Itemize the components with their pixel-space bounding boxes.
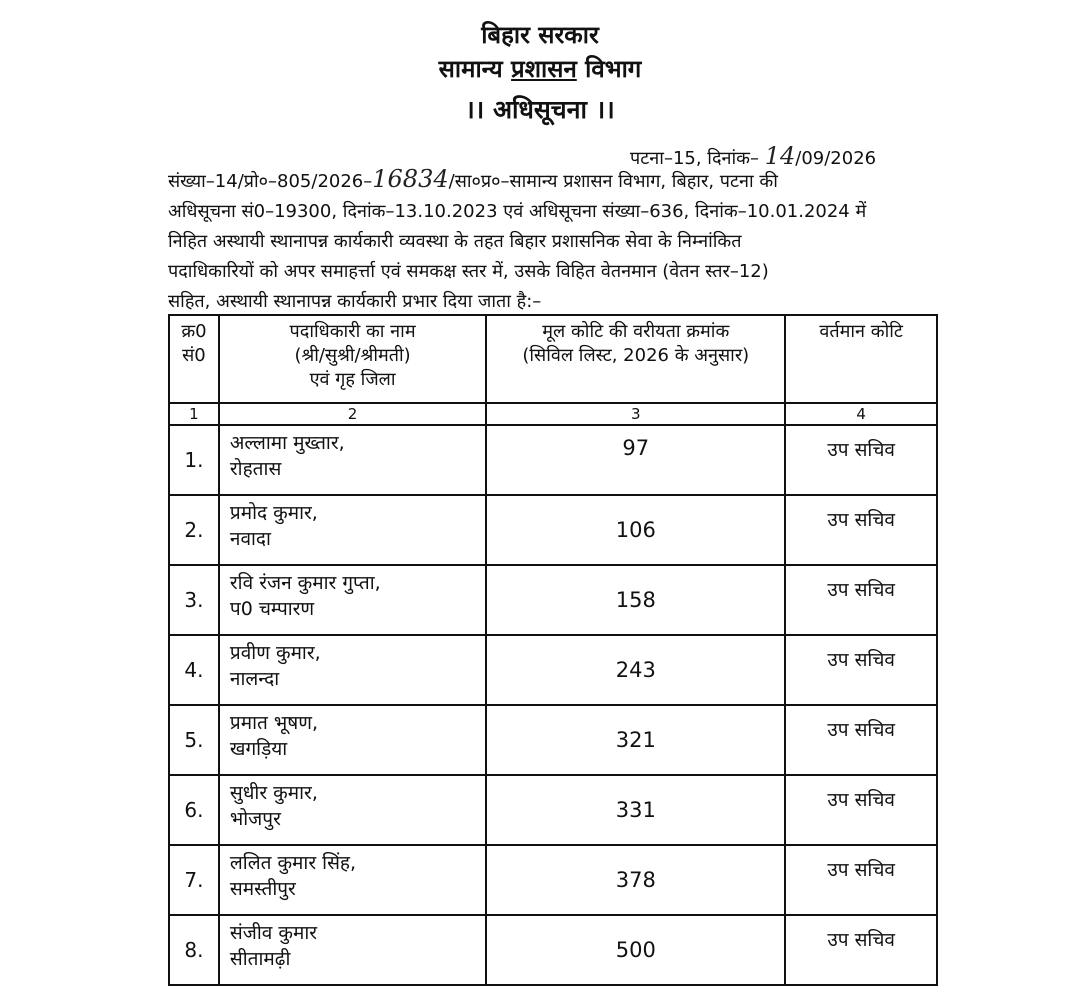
body-line-1-post: /सा०प्र०–सामान्य प्रशासन विभाग, बिहार, पटना की [448,171,778,192]
row-serial: 2. [169,495,219,565]
index-4: 4 [785,403,937,425]
table-row [169,635,937,705]
officer-name: प्रमात भूषण, [229,712,318,734]
officer-name: प्रमोद कुमार, [229,502,318,524]
home-district: रोहतास [229,458,282,480]
row-name-district [219,845,486,915]
header-serial [169,315,219,403]
table-row [169,845,937,915]
row-rank: 243 [486,635,785,705]
home-district: सीतामढ़ी [229,948,291,970]
table-index-row [169,403,937,425]
row-name-district [219,705,486,775]
body-line-1-pre: संख्या–14/प्रो०–805/2026– [168,171,373,192]
row-cadre: उप सचिव [785,915,937,985]
header-department-pre: सामान्य [438,55,512,83]
row-serial: 5. [169,705,219,775]
row-name-district [219,775,486,845]
row-name-district [219,495,486,565]
table-row [169,915,937,985]
row-rank: 378 [486,845,785,915]
row-rank: 321 [486,705,785,775]
header-government: बिहार सरकार [481,21,599,49]
row-rank: 106 [486,495,785,565]
officer-name: संजीव कुमार [229,922,318,944]
table-row [169,425,937,495]
header-serial-b: सं0 [182,345,206,366]
header-name-c: एवं गृह जिला [309,369,396,390]
row-serial: 3. [169,565,219,635]
home-district: प0 चम्पारण [229,598,315,620]
home-district: नालन्दा [229,668,280,690]
table-row [169,705,937,775]
officer-name: रवि रंजन कुमार गुप्ता, [229,572,381,594]
row-rank: 158 [486,565,785,635]
row-cadre: उप सचिव [785,705,937,775]
table-row [169,495,937,565]
officer-name: ललित कुमार सिंह, [229,852,357,874]
header-cadre: वर्तमान कोटि [785,315,937,403]
header-serial-a: क्र0 [181,321,207,342]
header-rank-a: मूल कोटि की वरीयता क्रमांक [542,321,730,342]
header-name-a: पदाधिकारी का नाम [289,321,416,342]
row-name-district [219,425,486,495]
officer-name: अल्लामा मुख्तार, [229,432,345,454]
officer-name: प्रवीण कुमार, [229,642,321,664]
handwritten-day: 14 [764,142,796,170]
table-row [169,565,937,635]
body-line-4: पदाधिकारियों को अपर समाहर्त्ता एवं समकक्ष स्तर में, उसके विहित वेतनमान (वेतन स्तर–12) [168,261,769,282]
home-district: समस्तीपुर [229,878,296,900]
header-department-underlined: प्रशासन [511,55,577,83]
body-line-3: निहित अस्थायी स्थानापन्न कार्यकारी व्यवस्था के तहत बिहार प्रशासनिक सेवा के निम्नांकित [168,231,742,252]
header-department-post: विभाग [576,55,642,83]
table-row [169,775,937,845]
row-name-district [219,915,486,985]
dateline-prefix: पटना–15, दिनांक– [630,148,765,169]
index-3: 3 [486,403,785,425]
row-rank: 500 [486,915,785,985]
handwritten-number: 16834 [372,165,449,193]
officer-name: सुधीर कुमार, [229,782,318,804]
row-rank: 97 [486,425,785,495]
header-rank [486,315,785,403]
home-district: नवादा [229,528,271,550]
dateline-suffix: /09/2026 [795,148,877,169]
index-1: 1 [169,403,219,425]
row-serial: 6. [169,775,219,845]
home-district: भोजपुर [229,808,281,830]
notification-body [168,164,976,317]
row-serial: 4. [169,635,219,705]
officers-table [168,314,938,986]
home-district: खगड़िया [229,738,288,760]
row-cadre: उप सचिव [785,845,937,915]
row-cadre: उप सचिव [785,495,937,565]
header-name-b: (श्री/सुश्री/श्रीमती) [294,345,411,366]
header-department [0,52,1080,85]
row-serial: 7. [169,845,219,915]
body-line-2: अधिसूचना सं0–19300, दिनांक–13.10.2023 एवं अधिसूचना संख्या–636, दिनांक–10.01.2024 में [168,201,867,222]
index-2: 2 [219,403,486,425]
header-name [219,315,486,403]
row-cadre: उप सचिव [785,565,937,635]
row-cadre: उप सचिव [785,775,937,845]
row-name-district [219,635,486,705]
row-rank: 331 [486,775,785,845]
table-header-row [169,315,937,403]
row-cadre: उप सचिव [785,635,937,705]
row-serial: 8. [169,915,219,985]
row-name-district [219,565,486,635]
body-line-5: सहित, अस्थायी स्थानापन्न कार्यकारी प्रभार दिया जाता है:– [168,291,542,312]
row-serial: 1. [169,425,219,495]
header-notification: ।। अधिसूचना ।। [465,95,615,124]
row-cadre: उप सचिव [785,425,937,495]
body-line-1 [168,164,976,197]
header-rank-b: (सिविल लिस्ट, 2026 के अनुसार) [522,345,750,366]
